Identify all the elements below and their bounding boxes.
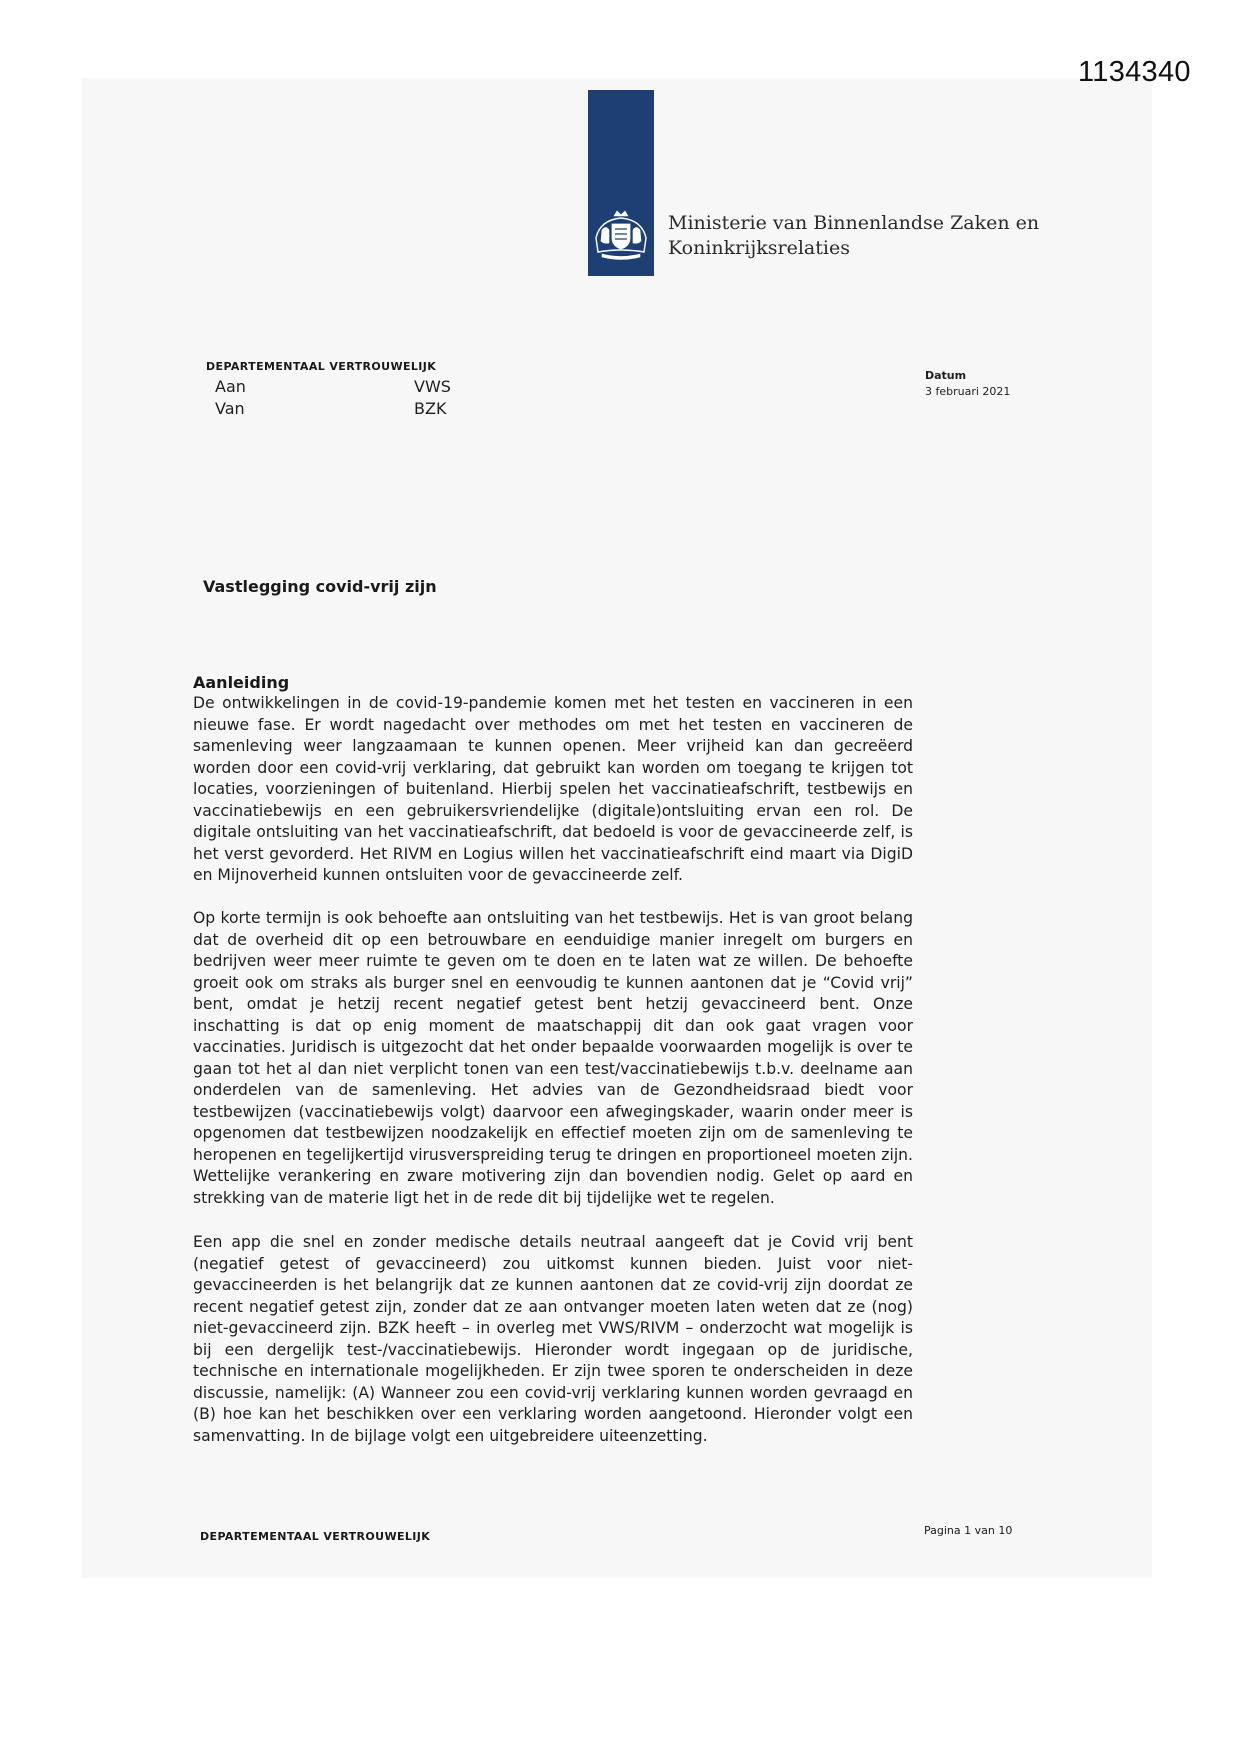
date-label: Datum: [925, 369, 967, 382]
document-number: 1134340: [1078, 56, 1191, 88]
sender-value: BZK: [414, 399, 447, 418]
coat-of-arms-icon: [588, 208, 654, 262]
recipient-label: Aan: [215, 377, 246, 396]
paragraph-2: Op korte termijn is ook behoefte aan ontsluiting van het testbewijs. Het is van groot belang dat de overheid dit op een betrouwbare en eenduidige manier inregelt om burgers en bedrijven weer meer ruimte te geven om te doen en te laten wat ze willen. De behoefte groeit ook om straks als burger snel en eenvoudig te kunnen aantonen dat je “Covid vrij” bent, omdat je hetzij recent negatief getest bent hetzij gevaccineerd bent. Onze inschatting is dat op enig moment de maatschappij dit dan ook gaat vragen voor vaccinaties. Juridisch is uitgezocht dat het onder bepaalde voorwaarden mogelijk is over te gaan tot het al dan niet verplicht tonen van een test/vaccinatiebewijs t.b.v. deelname aan onderdelen van de samenleving. Het advies van de Gezondheidsraad biedt voor testbewijzen (vaccinatiebewijs volgt) daarvoor een afwegingskader, waarin onder meer is opgenomen dat testbewijzen noodzakelijk en effectief moeten zijn om de samenleving te heropenen en tegelijkertijd virusverspreiding terug te dringen en proportioneel moeten zijn. Wettelijke verankering en zware motivering zijn dan bovendien nodig. Gelet op aard en strekking van de materie ligt het in de rede dit bij tijdelijke wet te regelen.: [193, 909, 913, 1207]
recipient-row: [215, 377, 451, 396]
date-block: [925, 368, 1010, 400]
ministry-name-line1: Ministerie van Binnenlandse Zaken en: [668, 212, 1040, 234]
recipient-value: VWS: [414, 377, 451, 396]
ministry-name: [668, 211, 1039, 261]
paragraph-3: Een app die snel en zonder medische details neutraal aangeeft dat je Covid vrij bent (negatief getest of gevaccineerd) zou uitkomst kunnen bieden. Juist voor niet-gevaccineerden is het belangrijk dat ze kunnen aantonen dat ze covid-vrij zijn doordat ze recent negatief getest zijn, zonder dat ze aan ontvanger moeten laten weten dat ze (nog) niet-gevaccineerd zijn. BZK heeft – in overleg met VWS/RIVM – onderzocht wat mogelijk is bij een dergelijk test-/vaccinatiebewijs. Hieronder wordt ingegaan op de juridische, technische en internationale mogelijkheden. Er zijn twee sporen te onderscheiden in deze discussie, namelijk: (A) Wanneer zou een covid-vrij verklaring kunnen worden gevraagd en (B) hoe kan het beschikken over een verklaring worden aangetoond. Hieronder volgt een samenvatting. In de bijlage volgt een uitgebreidere uiteenzetting.: [193, 1233, 913, 1445]
date-value: 3 februari 2021: [925, 385, 1011, 398]
footer-classification: DEPARTEMENTAAL VERTROUWELIJK: [200, 1530, 431, 1543]
paragraph-1: De ontwikkelingen in de covid-19-pandemie komen met het testen en vaccineren in een nieuwe fase. Er wordt nagedacht over methodes om met het testen en vaccineren de samenleving weer langzaamaan te kunnen openen. Meer vrijheid kan dan gecreëerd worden door een covid-vrij verklaring, dat gebruikt kan worden om toegang te krijgen tot locaties, voorzieningen of buitenland. Hierbij spelen het vaccinatieafschrift, testbewijs en vaccinatiebewijs en een gebruikersvriendelijke (digitale)ontsluiting ervan een rol. De digitale ontsluiting van het vaccinatieafschrift, dat bedoeld is voor de gevaccineerde zelf, is het verst gevorderd. Het RIVM en Logius willen het vaccinatieafschrift eind maart via DigiD en Mijnoverheid kunnen ontsluiten voor de gevaccineerde zelf.: [193, 694, 913, 884]
document-subject: Vastlegging covid-vrij zijn: [203, 577, 437, 596]
classification-header: DEPARTEMENTAAL VERTROUWELIJK: [206, 360, 437, 373]
page-number: Pagina 1 van 10: [924, 1524, 1013, 1537]
sender-label: Van: [215, 399, 245, 418]
sender-row: [215, 399, 446, 418]
section-title: Aanleiding: [193, 673, 290, 692]
ministry-logo-bar: [588, 90, 654, 276]
ministry-name-line2: Koninkrijksrelaties: [668, 237, 850, 259]
